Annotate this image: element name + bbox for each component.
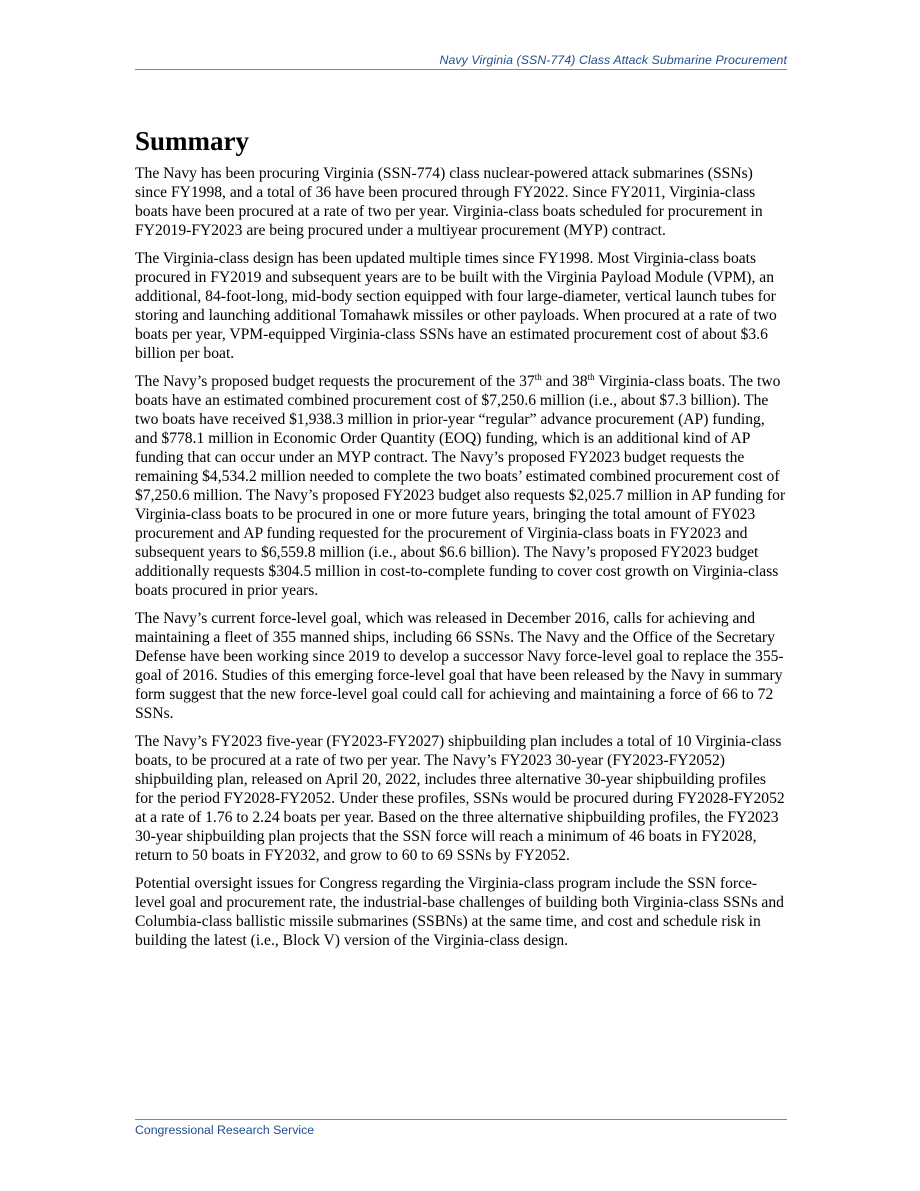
ordinal-suffix: th: [587, 372, 595, 382]
paragraph-4: The Navy’s current force-level goal, which was released in December 2016, calls for achieving and maintaining a fleet of 355 manned ships, including 66 SSNs. The Navy and the Office of the Secretary Defense have been working since 2019 to develop a successor Navy force-level goal to replace the 355-goal of 2016. Studies of this emerging force-level goal that have been released by the Navy in summary form suggest that the new force-level goal could call for achieving and maintaining a force of 66 to 72 SSNs.: [135, 610, 784, 722]
running-header-title: Navy Virginia (SSN-774) Class Attack Submarine Procurement: [439, 53, 787, 67]
paragraph-6: Potential oversight issues for Congress regarding the Virginia-class program include the SSN force-level goal and procurement rate, the industrial-base challenges of building both Virginia-class SSNs and Columbia-class ballistic missile submarines (SSBNs) at the same time, and cost and schedule risk in building the latest (i.e., Block V) version of the Virginia-class design.: [135, 875, 784, 949]
paragraph-3-rest: Virginia-class boats. The two boats have an estimated combined procurement cost of $7,250.6 million (i.e., about $7.3 billion). The two boats have received $1,938.3 million in prior-year “regular” advance procurement (AP) funding, and $778.1 million in Economic Order Quantity (EOQ) funding, which is an additional kind of AP funding that can occur under an MYP contract. The Navy’s proposed FY2023 budget requests the remaining $4,534.2 million needed to complete the two boats’ estimated combined procurement cost of $7,250.6 million. The Navy’s proposed FY2023 budget also requests $2,025.7 million in AP funding for Virginia-class boats to be procured in one or more future years, bringing the total amount of FY023 procurement and AP funding requested for the procurement of Virginia-class boats in FY2023 and subsequent years to $6,559.8 million (i.e., about $6.6 billion). The Navy’s proposed FY2023 budget additionally requests $304.5 million in cost-to-complete funding to cover cost growth on Virginia-class boats procured in prior years.: [135, 373, 786, 599]
section-title: Summary: [135, 126, 249, 156]
header-divider: [135, 69, 787, 70]
document-body: [135, 124, 787, 959]
paragraph-3-intro: The Navy’s proposed budget requests the procurement of the 37: [135, 373, 535, 390]
paragraph-5: The Navy’s FY2023 five-year (FY2023-FY2027) shipbuilding plan includes a total of 10 Virginia-class boats, to be procured at a rate of two per year. The Navy’s FY2023 30-year (FY2023-FY2052) shipbuilding plan, released on April 20, 2022, includes three alternative 30-year shipbuilding profiles for the period FY2028-FY2052. Under these profiles, SSNs would be procured during FY2028-FY2052 at a rate of 1.76 to 2.24 boats per year. Based on the three alternative shipbuilding profiles, the FY2023 30-year shipbuilding plan projects that the SSN force will reach a minimum of 46 boats in FY2028, return to 50 boats in FY2032, and grow to 60 to 69 SSNs by FY2052.: [135, 733, 785, 864]
paragraph-3-and: and 38: [541, 373, 588, 390]
paragraph-2: The Virginia-class design has been updated multiple times since FY1998. Most Virginia-class boats procured in FY2019 and subsequent years are to be built with the Virginia Payload Module (VPM), an additional, 84-foot-long, mid-body section equipped with four large-diameter, vertical launch tubes for storing and launching additional Tomahawk missiles or other payloads. When procured at a rate of two boats per year, VPM-equipped Virginia-class SSNs have an estimated procurement cost of about $3.6 billion per boat.: [135, 250, 777, 362]
paragraph-3: [135, 372, 787, 600]
footer-source: Congressional Research Service: [135, 1123, 315, 1137]
footer-divider: [135, 1119, 787, 1120]
ordinal-suffix: th: [534, 372, 542, 382]
paragraph-1: The Navy has been procuring Virginia (SSN-774) class nuclear-powered attack submarines (SSNs) since FY1998, and a total of 36 have been procured through FY2022. Since FY2011, Virginia-class boats have been procured at a rate of two per year. Virginia-class boats scheduled for procurement in FY2019-FY2023 are being procured under a multiyear procurement (MYP) contract.: [135, 165, 763, 239]
